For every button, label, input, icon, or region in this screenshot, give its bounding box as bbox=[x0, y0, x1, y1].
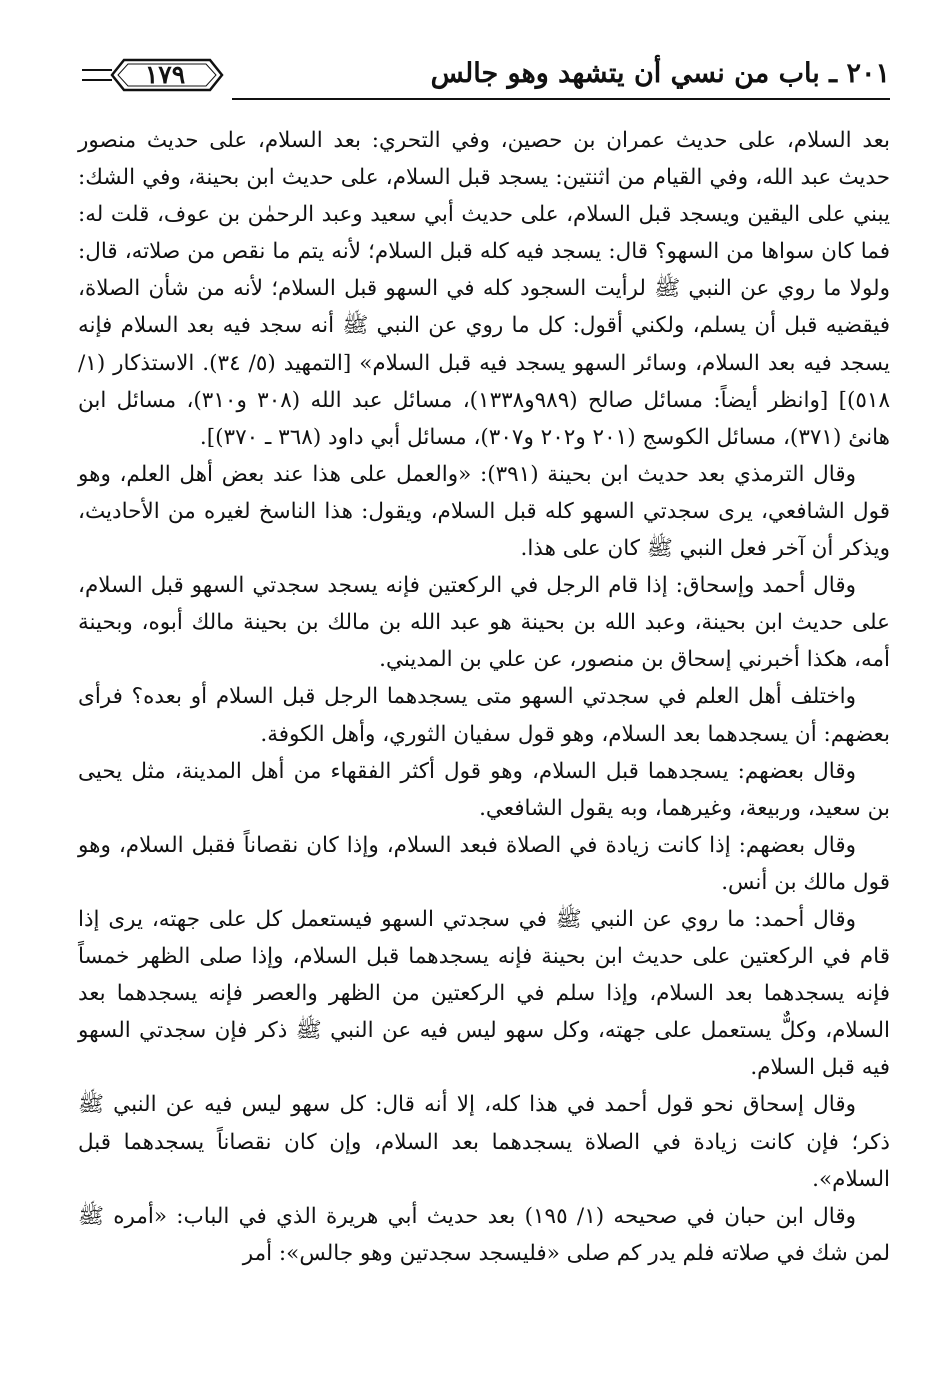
header-rule bbox=[232, 98, 890, 100]
page-number-ornament bbox=[82, 56, 232, 96]
paragraph: وقال إسحاق نحو قول أحمد في هذا كله، إلا أنه قال: كل سهو ليس فيه عن النبي ﷺ ذكر؛ فإن كانت زيادة في الصلاة يسجدهما بعد السلام، وإن كان نقصاناً يسجدهما قبل السلام». bbox=[78, 1092, 890, 1192]
page-number: ١٧٩ bbox=[144, 60, 186, 89]
paragraph: وقال بعضهم: إذا كانت زيادة في الصلاة فبعد السلام، وإذا كان نقصاناً فقبل السلام، وهو قول مالك بن أنس. bbox=[78, 832, 890, 895]
paragraph: وقال بعضهم: يسجدهما قبل السلام، وهو قول أكثر الفقهاء من أهل المدينة، مثل يحيى بن سعيد، وربيعة، وغيرهما، وبه يقول الشافعي. bbox=[78, 758, 890, 821]
page-header bbox=[82, 52, 890, 108]
paragraph: وقال ابن حبان في صحيحه (١/ ١٩٥) بعد حديث أبي هريرة الذي في الباب: «أمره ﷺ لمن شك في صلاته فلم يدر كم صلى «فليسجد سجدتين وهو جالس»: أمر bbox=[78, 1203, 890, 1266]
paragraph: وقال أحمد وإسحاق: إذا قام الرجل في الركعتين فإنه يسجد سجدتي السهو قبل السلام، على حديث ابن بحينة، وعبد الله بن بحينة هو عبد الله بن مالك بن بحينة مالك أبوه، وبحينة أمه، هكذا أخبرني إسحاق بن منصور، عن علي بن المديني. bbox=[78, 573, 890, 673]
main-text bbox=[78, 122, 890, 1272]
paragraph: واختلف أهل العلم في سجدتي السهو متى يسجدهما الرجل قبل السلام أو بعده؟ فرأى بعضهم: أن يسجدهما بعد السلام، وهو قول سفيان الثوري، وأهل الكوفة. bbox=[78, 684, 890, 747]
running-title: ٢٠١ ـ باب من نسي أن يتشهد وهو جالس bbox=[430, 58, 890, 89]
paragraph: وقال الترمذي بعد حديث ابن بحينة (٣٩١): «والعمل على هذا عند بعض أهل العلم، وهو قول الشافعي، يرى سجدتي السهو كله قبل السلام، ويقول: هذا الناسخ لغيره من الأحاديث، ويذكر أن آخر فعل النبي ﷺ كان على هذا. bbox=[78, 461, 890, 562]
paragraph: وقال أحمد: ما روي عن النبي ﷺ في سجدتي السهو فيستعمل كل على جهته، يرى إذا قام في الركعتين على حديث ابن بحينة فإنه يسجدهما قبل السلام، وإذا صلى الظهر خمساً فإنه يسجدهما بعد السلام، وإذا سلم في الركعتين من الظهر والعصر فإنه يسجدهما بعد السلام، وكلٌّ يستعمل على جهته، وكل سهو ليس فيه عن النبي ﷺ ذكر فإن سجدتي السهو فيه قبل السلام. bbox=[78, 906, 890, 1081]
paragraph: بعد السلام، على حديث عمران بن حصين، وفي التحري: بعد السلام، على حديث منصور حديث عبد الله، وفي القيام من اثنتين: يسجد قبل السلام، على حديث ابن بحينة، وفي الشك: يبني على اليقين ويسجد قبل السلام، على حديث أبي سعيد وعبد الرحمٰن بن عوف، قلت له: فما كان سواها من السهو؟ قال: يسجد فيه كله قبل السلام؛ لأنه يتم ما نقص من صلاته، قال: ولولا ما روي عن النبي ﷺ لرأيت السجود كله في السهو قبل السلام؛ لأنه من شأن الصلاة، فيقضيه قبل أن يسلم، ولكني أقول: كل ما روي عن النبي ﷺ أنه سجد فيه بعد السلام فإنه يسجد فيه بعد السلام، وسائر السهو يسجد فيه قبل السلام» [التمهيد (٥/ ٣٤). الاستذكار (١/ ٥١٨)] [وانظر أيضاً: مسائل صالح (٩٨٩و١٣٣٨)، مسائل عبد الله (٣٠٨ و٣١٠)، مسائل ابن هانئ (٣٧١)، مسائل الكوسج (٢٠١ و٢٠٢ و٣٠٧)، مسائل أبي داود (٣٦٨ ـ ٣٧٠)]. bbox=[78, 128, 891, 450]
